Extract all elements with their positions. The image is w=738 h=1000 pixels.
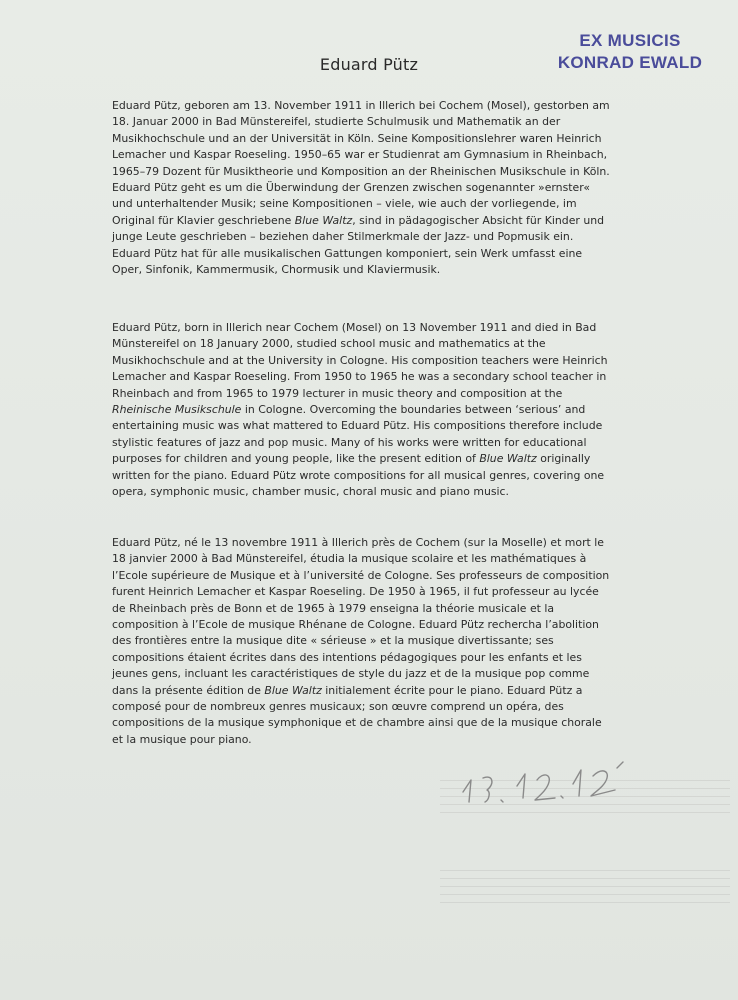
stamp-line-2: KONRAD EWALD	[557, 53, 703, 72]
german-italic-title: Blue Waltz	[294, 213, 353, 227]
english-text-a: Eduard Pütz, born in Illerich near Cochem (Mosel) on 13 November 1911 and died in Bad Münstereifel on 18 January 2000, studied school music and mathematics at the Musikhochschule and at the University in Cologne. His composition teachers were Heinrich Lemacher and Kaspar Roeseling. From 1950 to 1965 he was a secondary school teacher in Rheinbach and from 1965 to 1979 lecturer in music theory and composition at the	[112, 321, 608, 400]
paragraph-german	[112, 98, 612, 278]
page-title: Eduard Pütz	[319, 55, 419, 74]
french-italic-title: Blue Waltz	[264, 683, 322, 697]
english-text-b: in Cologne. Overcoming the boundaries between ‘serious’ and entertaining music was what mattered to Eduard Pütz. His compositions therefore include stylistic features of jazz and pop music. Many of his works were written for educational purposes for children and young people, like the present edition of	[112, 403, 603, 466]
german-text-b: , sind in pädagogischer Absicht für Kinder und junge Leute geschrieben – beziehen daher Stilmerkmale der Jazz- und Popmusik ein. Eduard Pütz hat für alle musikalischen Gattungen komponiert, sein Werk umfasst eine Oper, Sinfonik, Kammermusik, Chormusik und Klaviermusik.	[112, 213, 605, 277]
french-text-b: initialement écrite pour le piano. Eduard Pütz a composé pour de nombreux genres musicaux; son œuvre comprend un opéra, des compositions de la musique symphonique et de chambre ainsi que de la musique chorale et la musique pour piano.	[112, 683, 602, 746]
english-italic-title: Blue Waltz	[479, 452, 537, 466]
paragraph-english	[112, 320, 612, 500]
french-text-a: Eduard Pütz, né le 13 novembre 1911 à Illerich près de Cochem (sur la Moselle) et mort le 18 janvier 2000 à Bad Münstereifel, étudia la musique scolaire et les mathématiques à l’Ecole supérieure de Musique et à l’université de Cologne. Ses professeurs de composition furent Heinrich Lemacher et Kaspar Roeseling. De 1950 à 1965, il fut professeur au lycée de Rheinbach près de Bonn et de 1965 à 1979 enseigna la théorie musicale et la composition à l’Ecole de musique Rhénane de Cologne. Eduard Pütz rechercha l’abolition des frontières entre la musique dite « sérieuse » et la musique divertissante; ses compositions étaient écrites dans des intentions pédagogiques pour les enfants et les jeunes gens, incluant les caractéristiques de style du jazz et de la musique pop comme dans la présente édition de	[112, 536, 610, 697]
stamp-line-1: EX MUSICIS	[579, 31, 681, 50]
paragraph-french	[112, 535, 612, 748]
english-italic-school: Rheinische Musikschule	[112, 403, 242, 417]
german-text-a: Eduard Pütz, geboren am 13. November 1911 in Illerich bei Cochem (Mosel), gestorben am 18. Januar 2000 in Bad Münstereifel, studierte Schulmusik und Mathematik an der Musikhochschule und an der Universität in Köln. Seine Kompositionslehrer waren Heinrich Lemacher und Kaspar Roeseling. 1950–65 war er Studienrat am Gymnasium in Rheinbach, 1965–79 Dozent für Musiktheorie und Komposition an der Rheinischen Musikschule in Köln. Eduard Pütz geht es um die Überwindung der Grenzen zwischen sogenannter »ernster« und unterhaltender Musik; seine Kompositionen – viele, wie auch der vorliegende, im Original für Klavier geschriebene	[112, 99, 610, 227]
english-text-c: originally written for the piano. Eduard Pütz wrote compositions for all musical genres, covering one opera, symphonic music, chamber music, choral music and piano music.	[112, 452, 605, 499]
handwritten-date	[455, 740, 655, 810]
